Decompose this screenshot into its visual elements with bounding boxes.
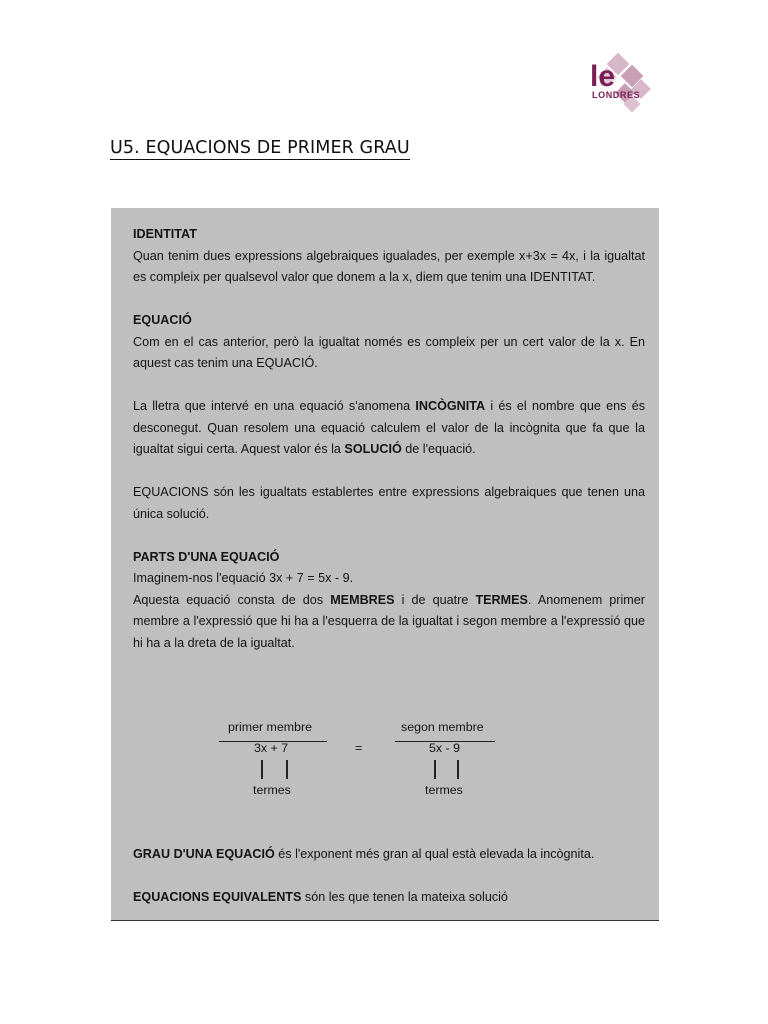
incognita-term: INCÒGNITA	[415, 399, 486, 413]
left-term-tick-1	[261, 760, 263, 779]
grau-term: GRAU D'UNA EQUACIÓ	[133, 847, 275, 861]
school-logo	[588, 52, 658, 114]
right-term-tick-1	[434, 760, 436, 779]
right-expression: 5x - 9	[429, 741, 460, 755]
right-termes-label: termes	[425, 783, 463, 797]
left-expression: 3x + 7	[254, 741, 289, 755]
equation-diagram	[111, 716, 659, 806]
logo-letters: le	[590, 60, 616, 93]
equacio-heading: EQUACIÓ	[133, 313, 192, 327]
solucio-term: SOLUCIÓ	[344, 442, 402, 456]
incognita-text-c: de l'equació.	[401, 442, 476, 456]
incognita-paragraph	[133, 396, 645, 461]
definitions-panel	[111, 208, 659, 921]
left-term-tick-2	[286, 760, 288, 779]
page-title: U5. EQUACIONS DE PRIMER GRAU	[110, 138, 410, 158]
primer-membre-label: primer membre	[228, 720, 312, 734]
equacions-paragraph: EQUACIONS són les igualtats establertes entre expressions algebraiques que tenen una única solució.	[133, 485, 645, 521]
equivalents-paragraph	[133, 887, 645, 909]
parts-heading: PARTS D'UNA EQUACIÓ	[133, 549, 280, 564]
parts-text-c: . Anomenem primer membre a l'expressió que hi ha a l'esquerra de la igualtat i segon membre a l'expressió que hi ha a la dreta de la igualtat.	[133, 592, 645, 650]
parts-line1: Imaginem-nos l'equació 3x + 7 = 5x - 9.	[133, 571, 354, 585]
equivalents-term: EQUACIONS EQUIVALENTS	[133, 890, 302, 904]
logo-text: LONDRES	[592, 90, 641, 100]
grau-text: és l'exponent més gran al qual està elevada la incògnita.	[274, 847, 595, 861]
definitions-content	[133, 224, 645, 654]
incognita-text-a: La lletra que intervé en una equació s'anomena	[133, 399, 416, 413]
identitat-heading: IDENTITAT	[133, 227, 197, 241]
identitat-text: Quan tenim dues expressions algebraiques igualades, per exemple x+3x = 4x, i la igualtat es compleix per qualsevol valor que donem a la x, diem que tenim una IDENTITAT.	[133, 248, 645, 284]
segon-membre-label: segon membre	[401, 720, 484, 734]
left-termes-label: termes	[253, 783, 291, 797]
membres-term: MEMBRES	[330, 592, 395, 607]
parts-text-b: i de quatre	[394, 592, 476, 607]
incognita-text-b: i és el nombre que ens és desconegut. Quan resolem una equació calculem el valor de la incògnita que fa que la igualtat sigui certa. Aquest valor és la	[133, 399, 645, 456]
equacio-text: Com en el cas anterior, però la igualtat només es compleix per un cert valor de la x. En aquest cas tenim una EQUACIÓ.	[133, 334, 645, 370]
equals-sign: =	[355, 741, 363, 755]
grau-paragraph	[133, 844, 645, 866]
logo-graphic	[588, 52, 658, 114]
right-term-tick-2	[457, 760, 459, 779]
parts-text-a: Aquesta equació consta de dos	[133, 592, 331, 607]
equivalents-text: són les que tenen la mateixa solució	[301, 890, 508, 904]
termes-term: TERMES	[475, 592, 528, 607]
parts-paragraph	[133, 590, 645, 655]
